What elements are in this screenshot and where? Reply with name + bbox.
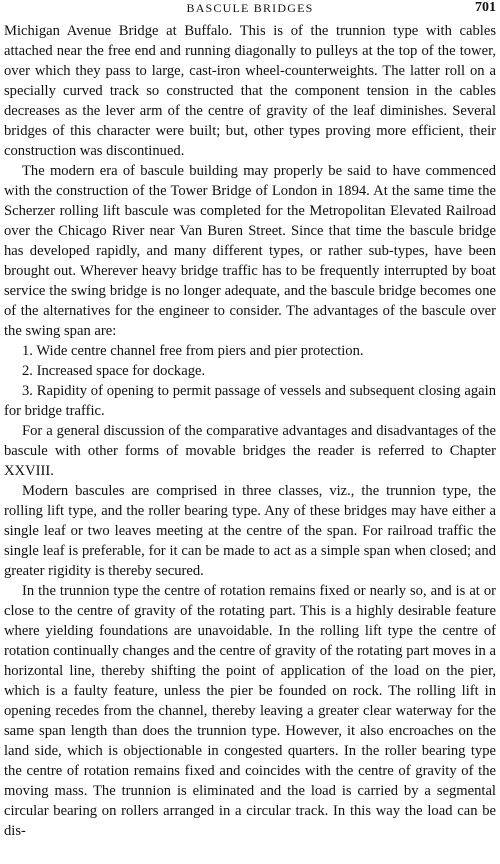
body-text (4, 21, 496, 841)
paragraph-modern-era: The modern era of bascule building may properly be said to have commenced with the construction of the Tower Bridge of London in 1894. At the same time the Scherzer rolling lift bascule was completed for the Metropolitan Elevated Railroad over the Chicago River near Van Buren Street. Since that time the bascule bridge has developed rapidly, and many different types, or rather sub-types, have been brought out. Wherever heavy bridge traffic has to be frequently interrupted by boat service the swing bridge is no longer adequate, and the bascule bridge becomes one of the alternatives for the engineer to consider. The advantages of the bascule over the swing span are: (4, 163, 496, 339)
list-item-1: 1. Wide centre channel free from piers and pier protection. (22, 343, 364, 359)
list-item-2: 2. Increased space for dockage. (22, 363, 206, 379)
paragraph-continued: Michigan Avenue Bridge at Buffalo. This is of the trunnion type with cables attached near the free end and running diagonally to pulleys at the top of the tower, over which they pass to large, cast-iron wheel-counterweights. The latter roll on a specially curved track so constructed that the component tension in the cables decreases as the lever arm of the centre of gravity of the leaf diminishes. Several bridges of this character were built; but, other types proving more efficient, their construction was discontinued. (4, 23, 496, 159)
paragraph-modern-bascules: Modern bascules are comprised in three classes, viz., the trunnion type, the rolling lift type, and the roller bearing type. Any of these bridges may have either a single leaf or two leaves meeting at the centre of the span. For railroad traffic the single leaf is preferable, for it can be made to act as a simple span when closed; and greater rigidity is thereby secured. (4, 483, 496, 579)
page-header (0, 0, 500, 20)
paragraph-trunnion-type: In the trunnion type the centre of rotation remains fixed or nearly so, and is at or close to the centre of gravity of the rotating part. This is a highly desirable feature where yielding foundations are unavoidable. In the rolling lift type the centre of rotation continually changes and the centre of gravity of the rotating part moves in a horizontal line, thereby shifting the point of application of the load on the pier, which is a faulty feature, unless the pier be founded on rock. The rolling lift in opening recedes from the channel, thereby leaving a greater clear waterway for the same span length than does the trunnion type. However, it also encroaches on the land side, which is objectionable in congested quarters. In the roller bearing type the centre of rotation remains fixed and coincides with the centre of gravity of the moving mass. The trunnion is eliminated and the load is carried by a segmental circular bearing on rollers arranged in a circular track. In this way the load can be dis- (4, 583, 496, 839)
list-item-3: 3. Rapidity of opening to permit passage of vessels and subsequent closing again for bridge traffic. (4, 383, 496, 419)
paragraph-general-discussion: For a general discussion of the comparative advantages and disadvantages of the bascule with other forms of movable bridges the reader is referred to Chapter XXVIII. (4, 423, 496, 479)
running-head: BASCULE BRIDGES (186, 1, 314, 15)
page-number: 701 (475, 0, 496, 15)
